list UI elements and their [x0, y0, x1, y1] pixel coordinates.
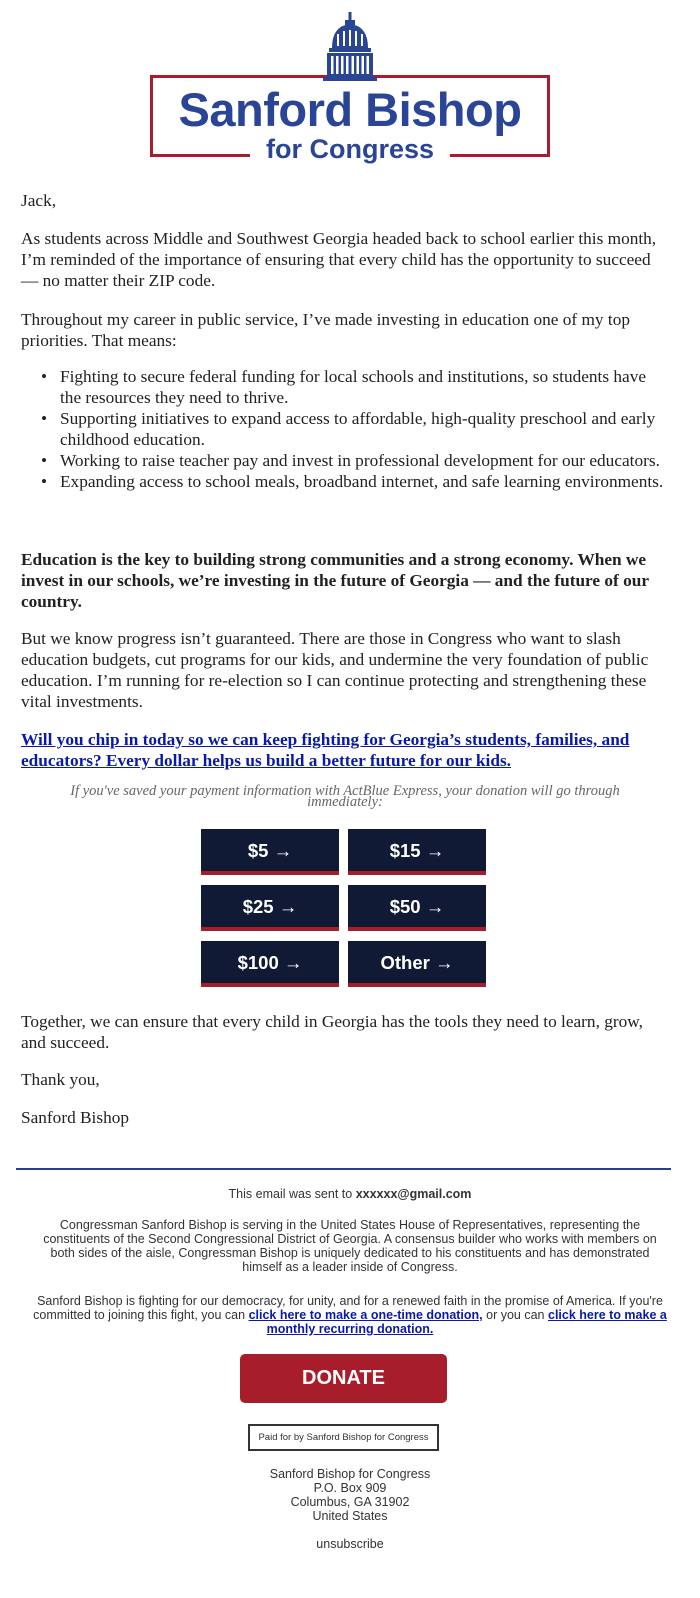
address-line: P.O. Box 909: [313, 1481, 387, 1495]
address-line: United States: [312, 1509, 388, 1523]
monthly-donation-link[interactable]: click here to make a monthly recurring donation.: [266, 1308, 667, 1336]
unsubscribe-link[interactable]: unsubscribe: [316, 1537, 384, 1551]
sent-to-line: [30, 1187, 670, 1201]
donate-15-button[interactable]: $15 →: [348, 829, 486, 875]
donate-other-button[interactable]: Other →: [348, 941, 486, 987]
list-item: • Supporting initiatives to expand access to affordable, high-quality preschool and early childhood education.: [21, 408, 666, 450]
paragraph-emphasis: Education is the key to building strong communities and a strong economy. When we invest in our schools, we’re investing in the future of Georgia — and the future of our country.: [21, 550, 649, 611]
greeting: Jack,: [21, 191, 57, 210]
actblue-express-note: If you've saved your payment information with ActBlue Express, your donation will go through immediately:: [70, 783, 620, 810]
donate-25-button[interactable]: $25 →: [201, 885, 339, 931]
list-item: • Fighting to secure federal funding for local schools and institutions, so students have the resources they need to thrive.: [21, 366, 666, 408]
priorities-list: [21, 366, 666, 492]
donate-100-button[interactable]: $100 →: [201, 941, 339, 987]
donate-button[interactable]: DONATE: [240, 1354, 447, 1403]
logo-name: Sanford Bishop: [178, 83, 522, 136]
paragraph-together: Together, we can ensure that every child in Georgia has the tools they need to learn, grow, and succeed.: [21, 1012, 643, 1052]
fight-paragraph: [30, 1294, 670, 1336]
list-item: • Working to raise teacher pay and invest in professional development for our educators.: [21, 450, 666, 471]
chip-in-link[interactable]: Will you chip in today so we can keep fighting for Georgia’s students, families, and educators? Every dollar helps us build a better future for our kids.: [21, 730, 630, 770]
paragraph-priorities: Throughout my career in public service, I’ve made investing in education one of my top priorities. That means:: [21, 310, 630, 350]
address-line: Sanford Bishop for Congress: [269, 1467, 431, 1481]
capitol-dome-icon: [323, 12, 377, 90]
campaign-logo: [150, 12, 550, 164]
logo-subtitle: for Congress: [265, 134, 435, 164]
signature: Sanford Bishop: [21, 1108, 130, 1127]
paragraph-intro: As students across Middle and Southwest Georgia headed back to school earlier this month, I’m reminded of the importance of ensuring that every child has the opportunity to succeed — no matter their ZIP code.: [21, 229, 657, 290]
footer-divider: [16, 1168, 671, 1170]
donate-50-button[interactable]: $50 →: [348, 885, 486, 931]
closing: Thank you,: [21, 1070, 100, 1089]
mailing-address: [30, 1467, 670, 1523]
list-item: • Expanding access to school meals, broadband internet, and safe learning environments.: [21, 471, 666, 492]
donate-5-button[interactable]: $5 →: [201, 829, 339, 875]
or-text: or you can: [486, 1308, 545, 1322]
recipient-email: xxxxxx@gmail.com: [355, 1187, 472, 1201]
paragraph-progress: But we know progress isn’t guaranteed. There are those in Congress who want to slash education budgets, cut programs for our kids, and undermine the very foundation of public education. I’m running for re-election so I can continue protecting and strengthening these vital investments.: [21, 629, 649, 711]
address-line: Columbus, GA 31902: [290, 1495, 410, 1509]
fight-text: Sanford Bishop is fighting for our democracy, for unity, and for a renewed faith in the promise of America. If you're committed to joining this fight, you can: [33, 1294, 663, 1322]
about-paragraph: Congressman Sanford Bishop is serving in the United States House of Representatives, representing the constituents of the Second Congressional District of Georgia. A consensus builder who works with members on both sides of the aisle, Congressman Bishop is uniquely dedicated to his constituents and has demonstrated himself as a leader inside of Congress.: [43, 1218, 657, 1274]
sent-to-prefix: This email was sent to: [228, 1187, 353, 1201]
paid-for-disclaimer: Paid for by Sanford Bishop for Congress: [248, 1424, 439, 1451]
one-time-donation-link[interactable]: click here to make a one-time donation,: [248, 1308, 483, 1322]
